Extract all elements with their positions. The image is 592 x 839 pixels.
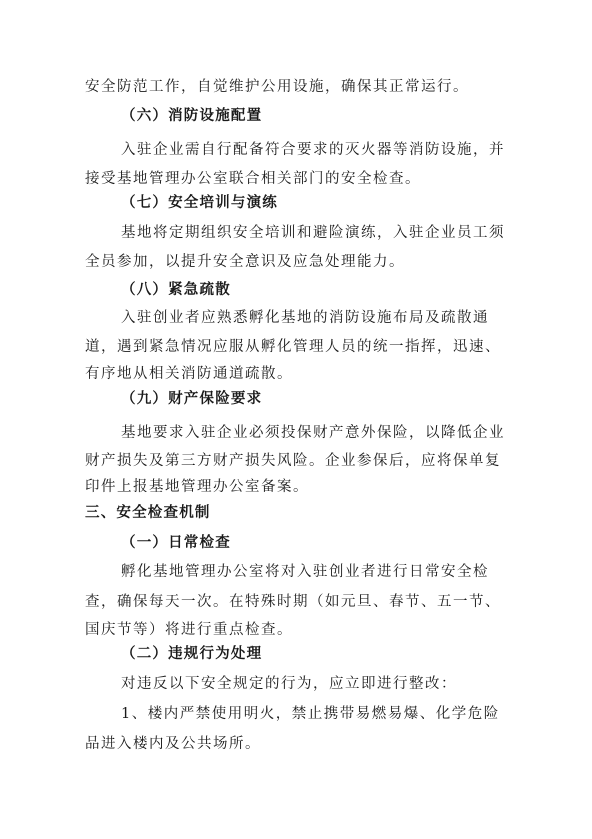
section-heading-emergency-evacuation: （八）紧急疏散 [121,281,231,298]
chapter-heading-safety-inspection: 三、安全检查机制 [85,504,211,521]
text-line: 对违反以下安全规定的行为，应立即进行整改： [121,676,457,692]
text-line: 安全防范工作，自觉维护公用设施，确保其正常运行。 [85,79,469,95]
section-heading-property-insurance: （九）财产保险要求 [121,390,263,407]
text-line: 接受基地管理办公室联合相关部门的安全检查。 [85,171,421,187]
section-heading-daily-inspection: （一）日常检查 [121,534,231,551]
text-line: 孵化基地管理办公室将对入驻创业者进行日常安全检 [121,564,489,580]
text-line: 国庆节等）将进行重点检查。 [85,622,293,638]
text-line: 有序地从相关消防通道疏散。 [85,366,293,382]
text-line: 基地要求入驻企业必须投保财产意外保险，以降低企业 [121,425,505,441]
text-line: 入驻创业者应熟悉孵化基地的消防设施布局及疏散通 [121,310,489,326]
text-line: 基地将定期组织安全培训和避险演练，入驻企业员工须 [121,225,505,241]
text-line: 道，遇到紧急情况应服从孵化管理人员的统一指挥，迅速、 [85,339,501,355]
text-line: 财产损失及第三方财产损失风险。企业参保后，应将保单复 [85,453,501,469]
section-heading-safety-training: （七）安全培训与演练 [121,194,278,211]
section-heading-violation-handling: （二）违规行为处理 [121,645,263,662]
text-line: 品进入楼内及公共场所。 [85,736,261,752]
text-line: 1、楼内严禁使用明火，禁止携带易燃易爆、化学危险 [121,706,500,722]
text-line: 入驻企业需自行配备符合要求的灭火器等消防设施，并 [121,142,505,158]
text-line: 查，确保每天一次。在特殊时期（如元旦、春节、五一节、 [85,594,501,610]
text-line: 全员参加，以提升安全意识及应急处理能力。 [85,254,405,270]
section-heading-fire-facilities: （六）消防设施配置 [121,107,263,124]
text-line: 印件上报基地管理办公室备案。 [85,479,309,495]
